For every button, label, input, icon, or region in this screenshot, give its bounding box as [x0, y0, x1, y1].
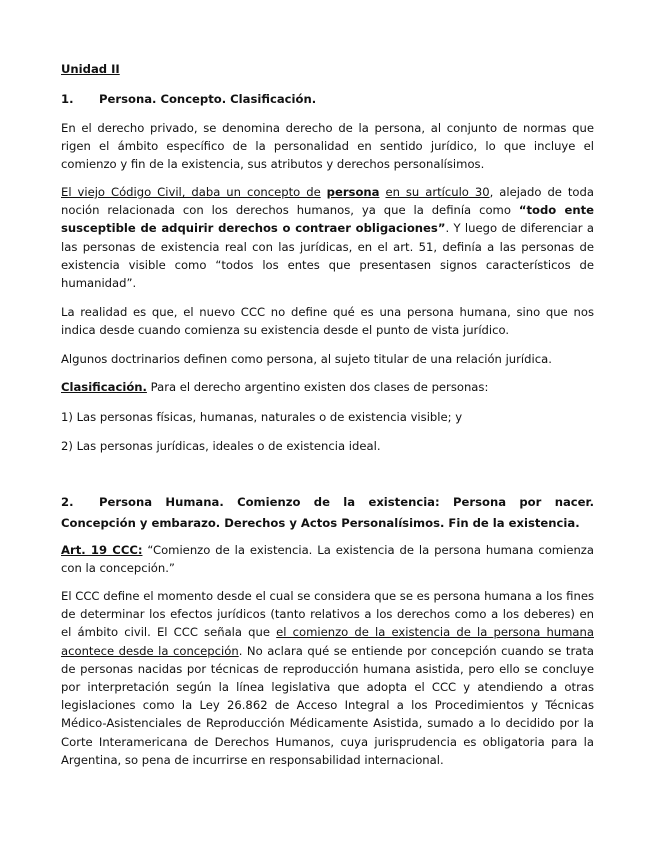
p7-text-a: El CCC define el momento desde el cual se considera que se es persona humana a los fines de determinar los efectos jurídicos (tanto relativos a los derechos como a los deberes) en el ámbito civil. El CCC señala que	[61, 589, 594, 640]
p2-quote: “todo ente susceptible de adquirir derechos o contraer obligaciones”	[61, 203, 594, 236]
paragraph-7	[61, 587, 594, 769]
paragraph-1: En el derecho privado, se denomina derecho de la persona, al conjunto de normas que rigen el ámbito específico de la personalidad en sentido jurídico, lo que incluye el comienzo y fin de la existencia, sus atributos y derechos personalísimos.	[61, 121, 594, 172]
classification-text: Para el derecho argentino existen dos clases de personas:	[146, 380, 489, 394]
section-2-number: 2.	[61, 495, 74, 509]
list-item-2: 2) Las personas jurídicas, ideales o de existencia ideal.	[61, 439, 381, 453]
paragraph-4: Algunos doctrinarios definen como persona, al sujeto titular de una relación jurídica.	[61, 352, 552, 366]
classification-label: Clasificación.	[61, 380, 147, 394]
section-1-heading	[61, 89, 594, 110]
p7-text-b: . No aclara qué se entiende por concepción cuando se trata de personas nacidas por técnicas de reproducción humana asistida, pero ello se concluye por interpretación según la línea legislativa que adopta el CCC y atendiendo a otras legislaciones como la Ley 26.862 de Acceso Integral a los Procedimientos y Técnicas Médico-Asistenciales de Reproducción Médicamente Asistida, sumado a lo decidido por la Corte Interamericana de Derechos Humanos, cuya jurisprudencia es obligatoria para la Argentina, so pena de incurrirse en responsabilidad internacional.	[61, 643, 594, 767]
section-2-title: Persona Humana. Comienzo de la existencia: Persona por nacer. Concepción y embarazo. Derechos y Actos Personalísimos. Fin de la existencia.	[61, 495, 594, 530]
section-2-heading	[61, 492, 594, 534]
unit-title: Unidad II	[61, 62, 120, 76]
p2-article-ref: en su artículo 30	[385, 185, 490, 199]
section-1-title: Persona. Concepto. Clasificación.	[99, 92, 317, 106]
paragraph-5	[61, 378, 594, 396]
p2-text-a: , alejado de toda noción relacionada con los derechos humanos, ya que la definía como	[61, 185, 594, 218]
paragraph-2	[61, 183, 594, 292]
article-19-label: Art. 19 CCC:	[61, 543, 143, 557]
paragraph-3: La realidad es que, el nuevo CCC no define qué es una persona humana, sino que nos indica desde cuando comienza su existencia desde el punto de vista jurídico.	[61, 305, 594, 338]
p2-lead: El viejo Código Civil, daba un concepto de	[61, 185, 321, 199]
p2-text-b: . Y luego de diferenciar a las personas de existencia real con las jurídicas, en el art. 51, definía a las personas de existencia visible como “todos los entes que presentasen signos característicos de humanidad”.	[61, 221, 595, 291]
paragraph-6	[61, 541, 594, 577]
p2-term: persona	[326, 185, 380, 199]
list-item-1: 1) Las personas físicas, humanas, naturales o de existencia visible; y	[61, 410, 463, 424]
p7-underlined: el comienzo de la existencia de la persona humana acontece desde la concepción	[61, 625, 594, 658]
article-19-quote: “Comienzo de la existencia. La existencia de la persona humana comienza con la concepción.”	[61, 543, 594, 576]
section-1-number: 1.	[61, 92, 74, 106]
